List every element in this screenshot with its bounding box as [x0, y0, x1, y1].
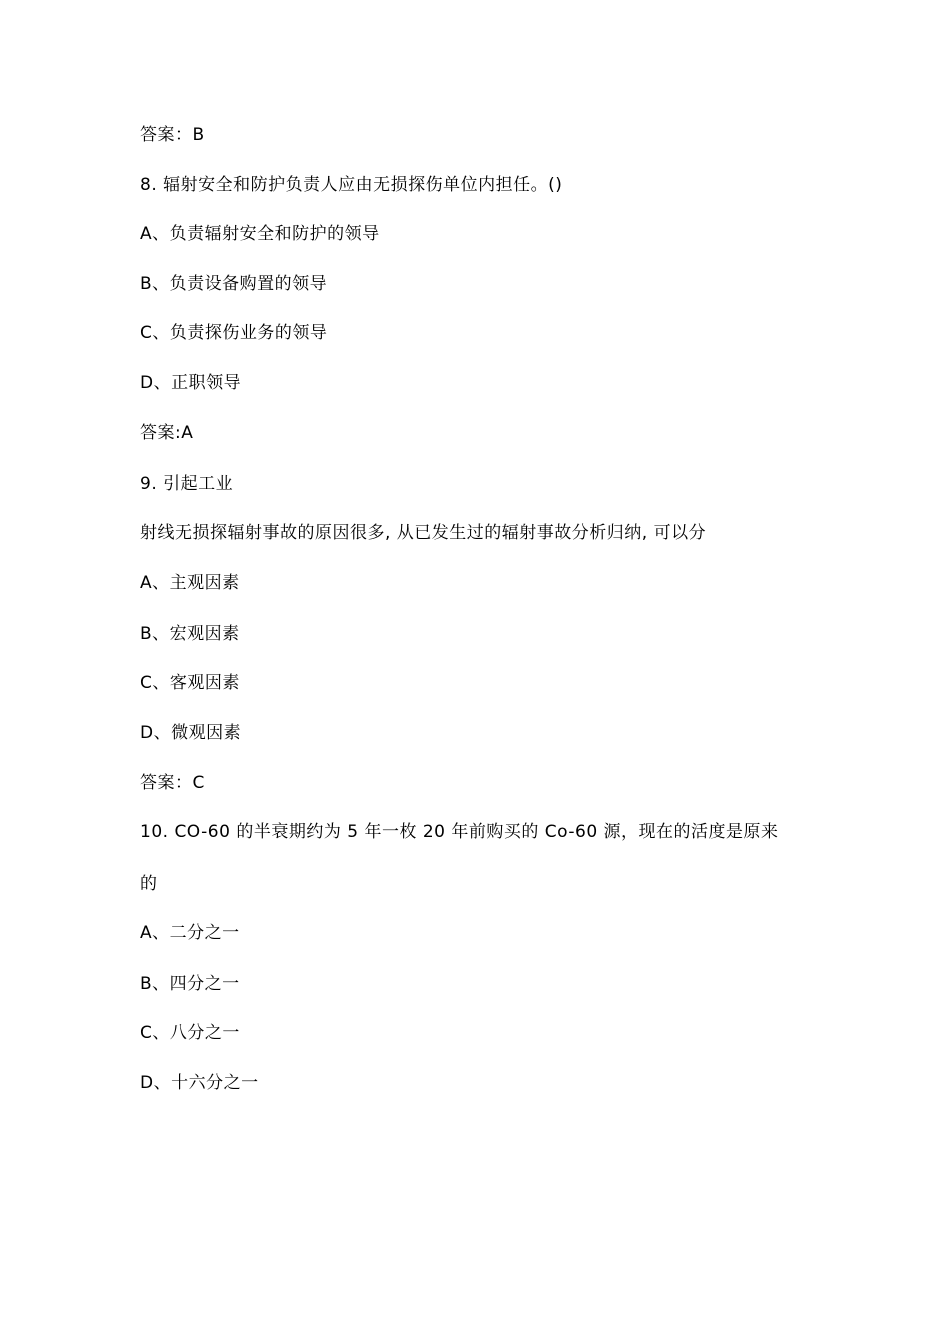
answer-line: 答案：B [140, 125, 205, 145]
option-b: B、宏观因素 [140, 624, 240, 644]
answer-line: 答案：C [140, 773, 205, 793]
option-d: D、正职领导 [140, 373, 242, 393]
question-stem-continued: 的 [140, 874, 158, 894]
question-stem: 10. CO-60 的半衰期约为 5 年一枚 20 年前购买的 Co-60 源，现在的活度是原来 [140, 822, 779, 842]
option-d: D、十六分之一 [140, 1073, 259, 1093]
option-b: B、四分之一 [140, 974, 240, 994]
option-c: C、客观因素 [140, 673, 240, 693]
question-stem-continued: 射线无损探辐射事故的原因很多, 从已发生过的辐射事故分析归纳, 可以分 [140, 523, 707, 543]
answer-line: 答案:A [140, 423, 194, 443]
option-d: D、微观因素 [140, 723, 242, 743]
question-stem: 9. 引起工业 [140, 474, 234, 494]
option-b: B、负责设备购置的领导 [140, 274, 328, 294]
option-c: C、负责探伤业务的领导 [140, 323, 328, 343]
option-a: A、二分之一 [140, 923, 240, 943]
option-a: A、负责辐射安全和防护的领导 [140, 224, 380, 244]
option-c: C、八分之一 [140, 1023, 240, 1043]
question-stem: 8. 辐射安全和防护负责人应由无损探伤单位内担任。() [140, 175, 563, 195]
option-a: A、主观因素 [140, 573, 240, 593]
